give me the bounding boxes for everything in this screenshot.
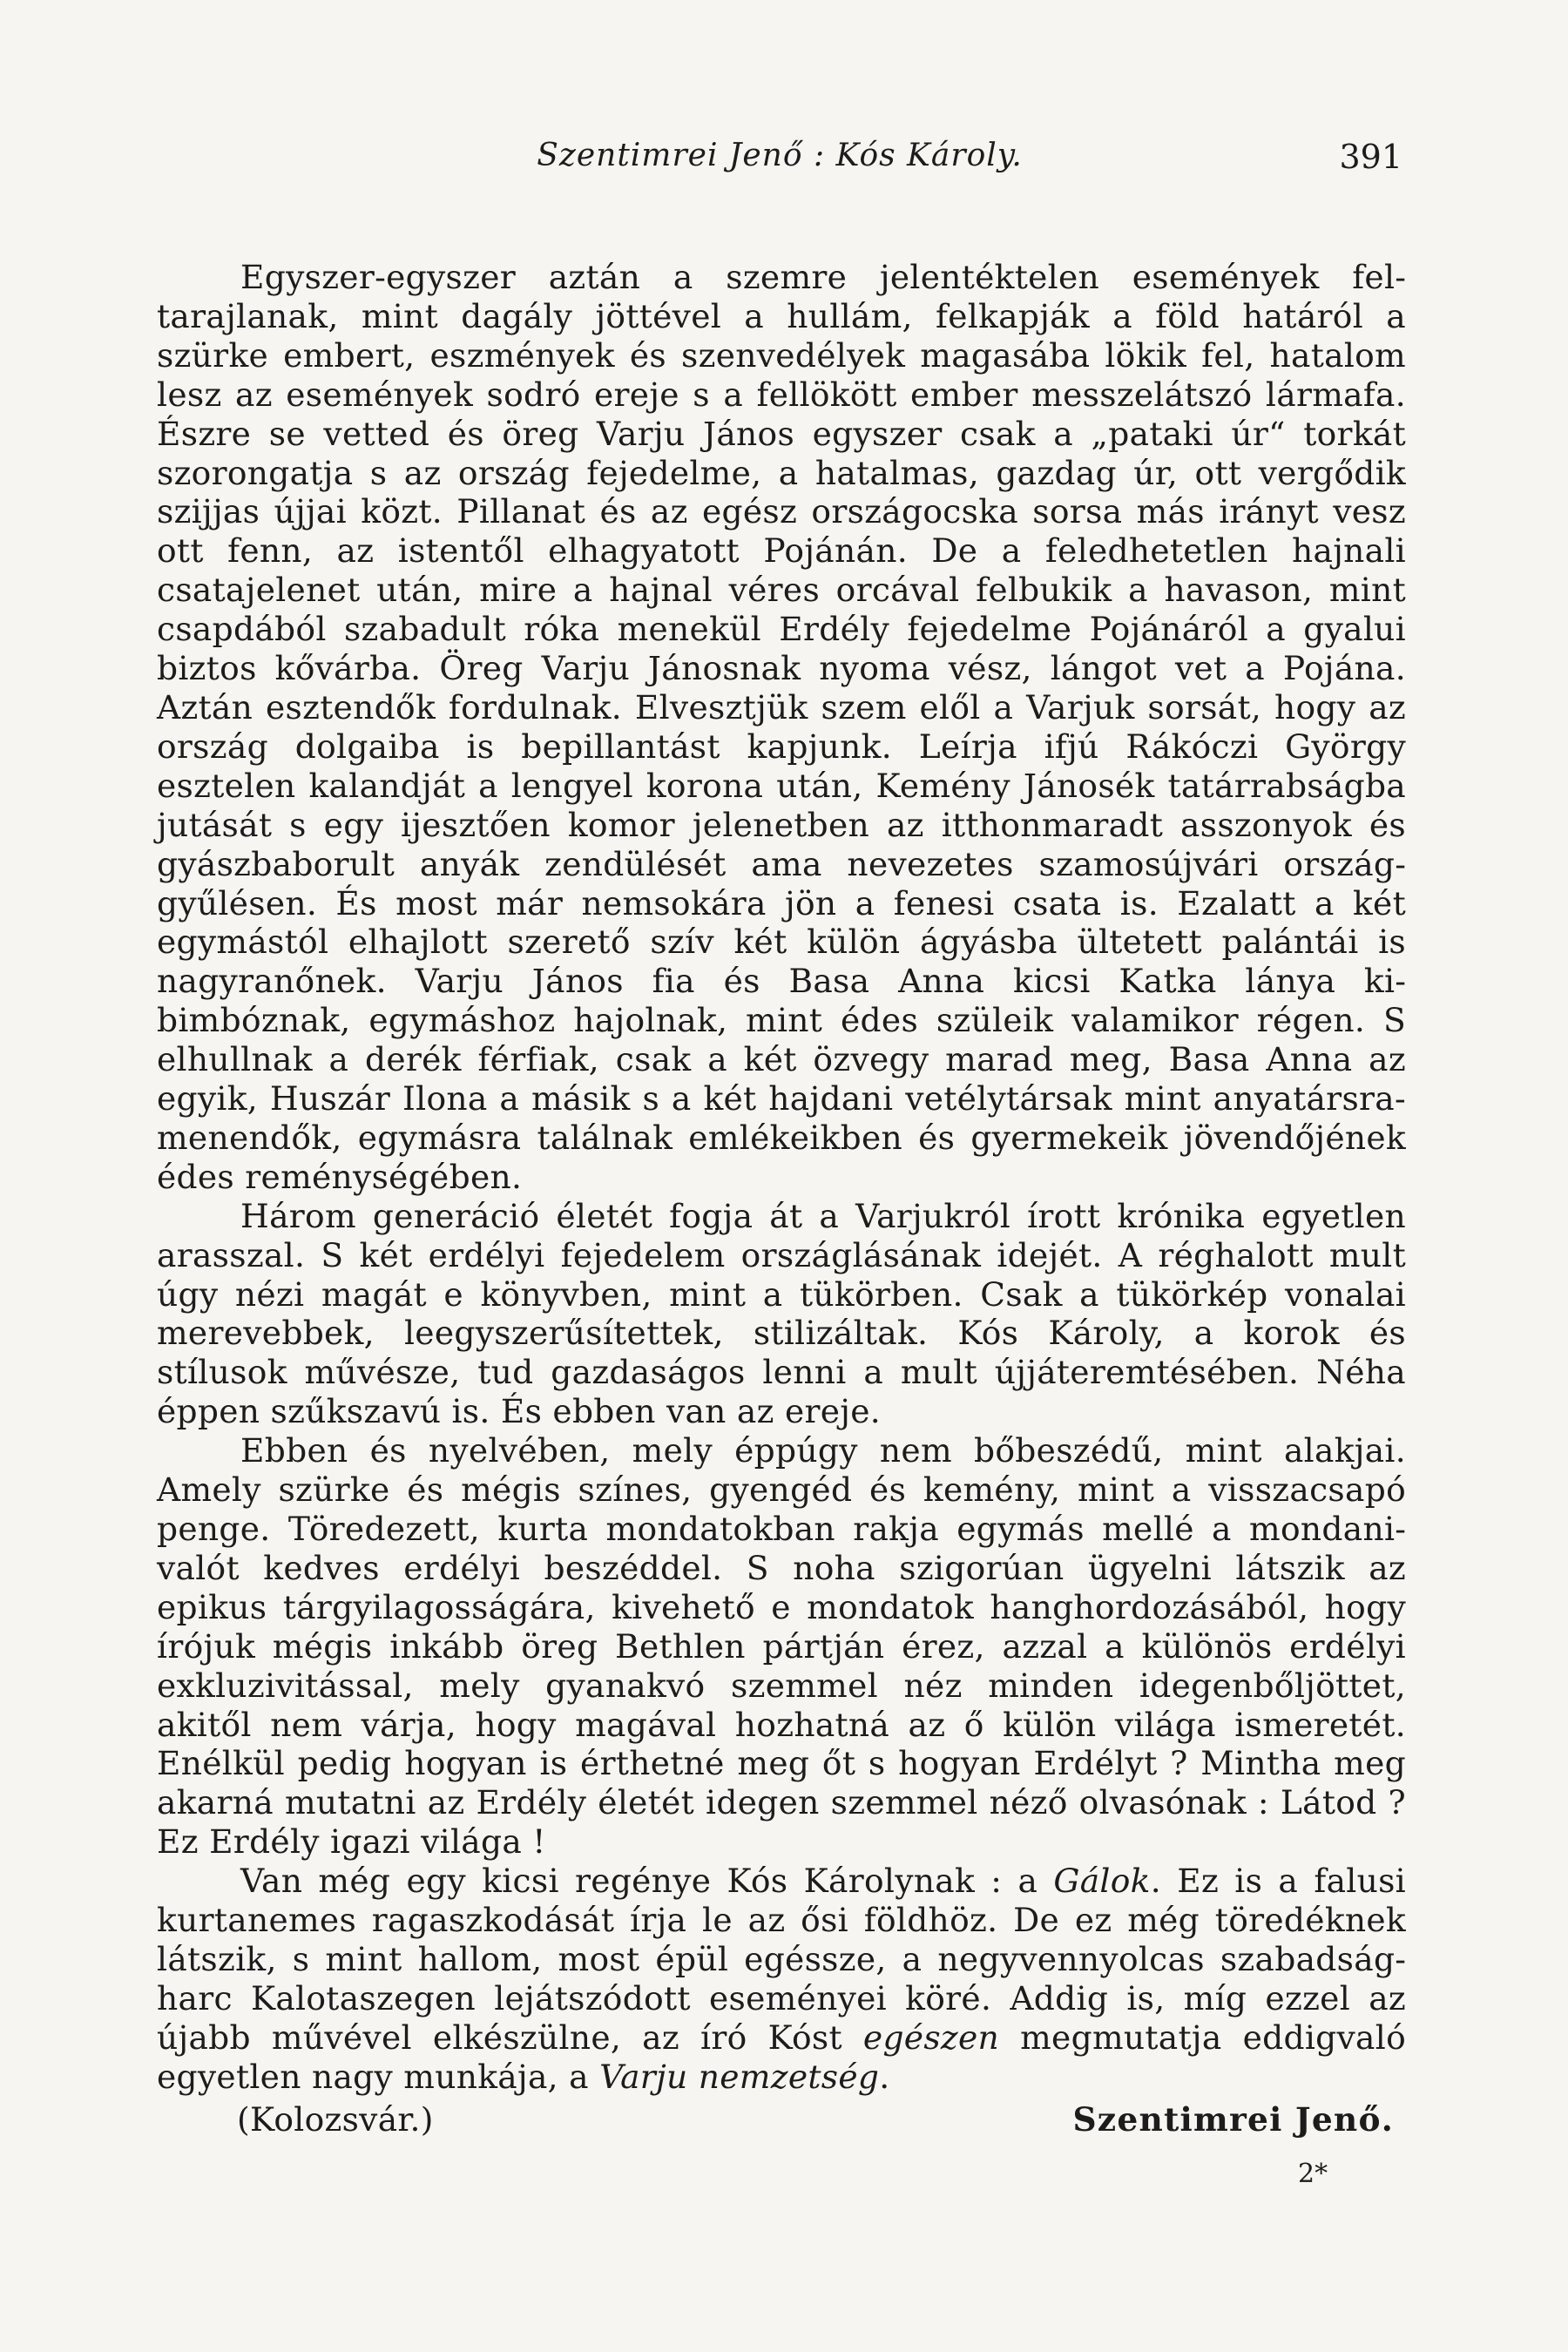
book-title-galok: Gálok bbox=[1053, 1862, 1151, 1901]
paragraph-4-text-3: megmutatja eddigvaló egyetlen nagy munkája, a bbox=[157, 2017, 1406, 2096]
signature-place: (Kolozsvár.) bbox=[237, 2099, 434, 2139]
folio-mark: 2* bbox=[1298, 2159, 1328, 2189]
page-number: 391 bbox=[1339, 138, 1402, 176]
running-title: Szentimrei Jenő : Kós Károly. bbox=[537, 138, 1023, 173]
emphasized-word: egészen bbox=[862, 2017, 1000, 2057]
signature-line bbox=[157, 2100, 1406, 2142]
article-body bbox=[157, 258, 1406, 2142]
paragraph-1: Egyszer-egyszer aztán a szemre jelentéktelen események feltarajlanak, mint dagály jöttével a hullám, felkapják a föld határól a szürke embert, eszmények és szenvedélyek magasába lökik fel, hatalom lesz az események sodró ereje s a fellökött ember messzelátszó lármafa. Észre se vetted és öreg Varju János egyszer csak a „pataki úr“ torkát szorongatja s az ország fejedelme, a hatalmas, gazdag úr, ott vergődik szijjas újjai közt. Pillanat és az egész országocska sorsa más irányt vesz ott fenn, az istentől elhagyatott Pojánán. De a feledhetetlen hajnali csatajelenet után, mire a hajnal véres orcával felbukik a havason, mint csapdából szabadult róka menekül Erdély fejedelme Pojánáról a gyalui biztos kővárba. Öreg Varju Jánosnak nyoma vész, lángot vet a Pojána. Aztán esztendők fordulnak. Elvesztjük szem elől a Varjuk sorsát, hogy az ország dolgaiba is bepillantást kapjunk. Leírja ifjú Rákóczi György esztelen kalandját a lengyel korona után, Kemény Jánosék tatárrabságba jutását s egy ijesztően komor jelenetben az itthonmaradt asszonyok és gyászbaborult anyák zendülését ama nevezetes szamosújvári országgyűlésen. És most már nemsokára jön a fenesi csata is. Ezalatt a két egymástól elhajlott szerető szív két külön ágyásba ültetett palántái is nagyranőnek. Varju János fia és Basa Anna kicsi Katka lánya kibimbóznak, egymáshoz hajolnak, mint édes szüleik valamikor régen. S elhullnak a derék férfiak, csak a két özvegy marad meg, Basa Anna az egyik, Huszár Ilona a másik s a két hajdani vetélytársak mint anyatársra-menendők, egymásra találnak emlékeikben és gyermekeik jövendőjének édes reménységében. bbox=[157, 258, 1406, 1196]
paragraph-4-text-1: Van még egy kicsi regénye Kós Károlynak : a bbox=[240, 1862, 1054, 1901]
book-title-varju-nemzetseg: Varju nemzetség bbox=[599, 2057, 880, 2096]
paragraph-4 bbox=[157, 1862, 1406, 2096]
paragraph-2: Három generáció életét fogja át a Varjukról írott krónika egyetlen arasszal. S két erdélyi fejedelem országlásának idejét. A réghalott mult úgy nézi magát e könyvben, mint a tükörben. Csak a tükörkép vonalai merevebbek, leegyszerűsítettek, stilizáltak. Kós Károly, a korok és stílusok művésze, tud gazdaságos lenni a mult újjáteremtésében. Néha éppen szűkszavú is. És ebben van az ereje. bbox=[157, 1196, 1406, 1431]
page-header bbox=[157, 138, 1402, 190]
signature-author: Szentimrei Jenő. bbox=[1072, 2099, 1394, 2139]
paragraph-3: Ebben és nyelvében, mely éppúgy nem bőbeszédű, mint alakjai. Amely szürke és mégis színes, gyengéd és kemény, mint a visszacsapó penge. Töredezett, kurta mondatokban rakja egymás mellé a mondanivalót kedves erdélyi beszéddel. S noha szigorúan ügyelni látszik az epikus tárgyilagosságára, kivehető e mondatok hanghordozásából, hogy írójuk mégis inkább öreg Bethlen pártján érez, azzal a különös erdélyi exkluzivitással, mely gyanakvó szemmel néz minden idegenbőljöttet, akitől nem várja, hogy magával hozhatná az ő külön világa ismeretét. Enélkül pedig hogyan is érthetné meg őt s hogyan Erdélyt ? Mintha meg akarná mutatni az Erdély életét idegen szemmel néző olvasónak : Látod ? Ez Erdély igazi világa ! bbox=[157, 1431, 1406, 1862]
paragraph-4-text-4: . bbox=[879, 2057, 890, 2096]
paragraph-4-text-2: . Ez is a falusi kurtanemes ragaszkodását írja le az ősi földhöz. De ez még töredéknek látszik, s mint hallom, most épül egéssze, a negyvennyolcas szabadságharc Kalotaszegen lejátszódott eseményei köré. Addig is, míg ezzel az újabb művével elkészülne, az író Kóst bbox=[157, 1862, 1406, 2057]
